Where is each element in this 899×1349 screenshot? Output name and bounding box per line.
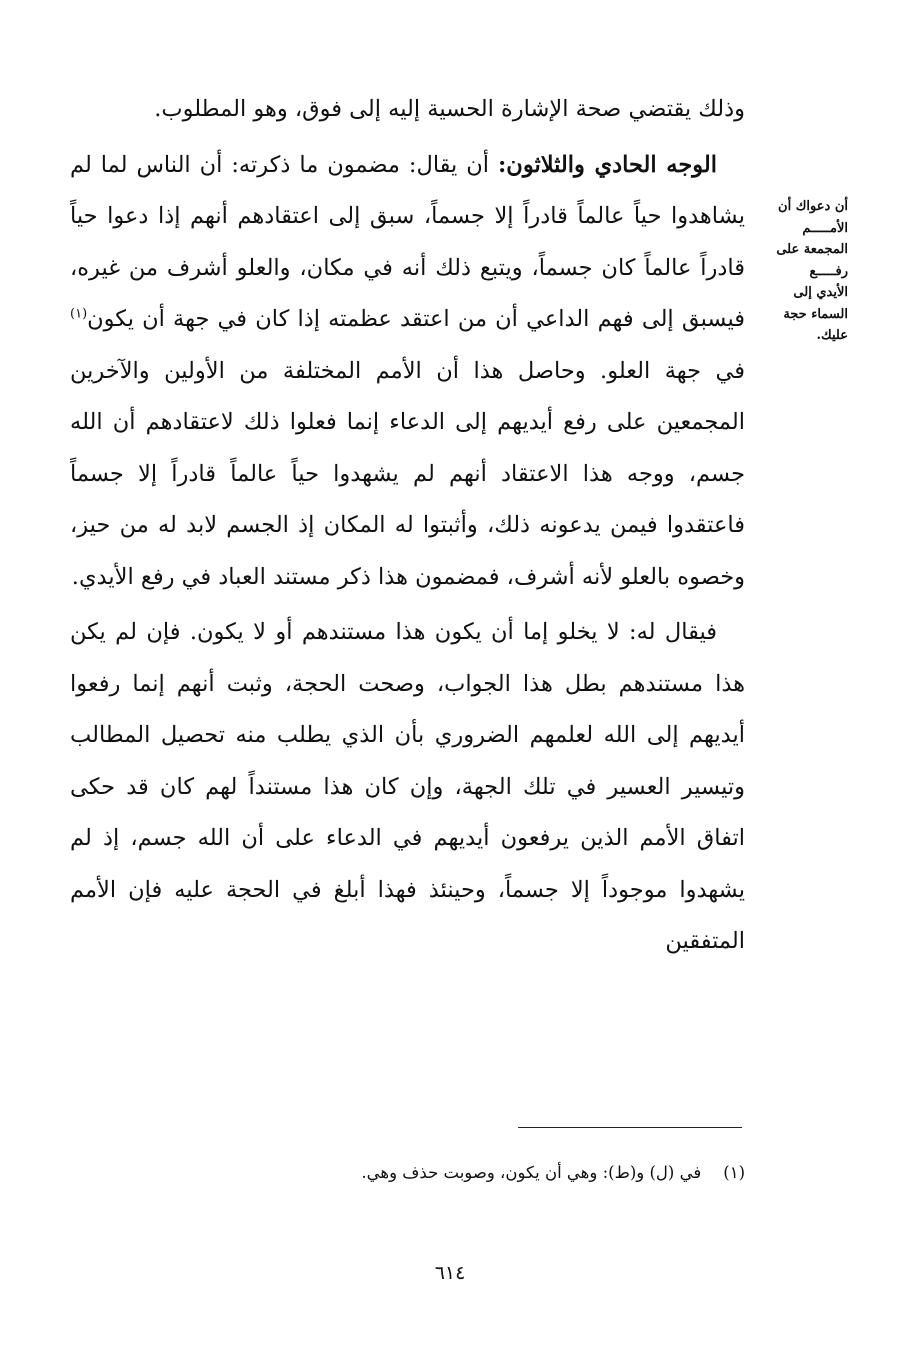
margin-note-line: الأمـــــم xyxy=(802,220,848,236)
margin-note-line: الأيدي إلى xyxy=(793,285,848,300)
margin-note xyxy=(762,196,848,347)
footnote-divider xyxy=(518,1127,742,1128)
margin-note-line: المجمعة على xyxy=(776,242,848,257)
paragraph-3: فيقال له: لا يخلو إما أن يكون هذا مستندهم أو لا يكون. فإن لم يكن هذا مستندهم بطل هذا الجواب، وصحت الحجة، وثبت أنهم إنما رفعوا أيديهم إلى الله لعلمهم الضروري بأن الذي يطلب منه تحصيل المطالب وتيسير العسير في تلك الجهة، وإن كان هذا مستنداً لهم كان قد حكى اتفاق الأمم الذين يرفعون أيديهم في الدعاء على أن الله جسم، إذ لم يشهدوا موجوداً إلا جسماً، وحينئذ فهذا أبلغ في الحجة عليه فإن الأمم المتفقين xyxy=(70,619,745,954)
page-number: ٦١٤ xyxy=(434,1262,466,1284)
footnote-reference: (١) xyxy=(70,306,88,322)
paragraph-2-text-a: أن يقال: مضمون ما ذكرته: أن الناس لما لم يشاهدوا حياً عالماً قادراً إلا جسماً، سبق إلى اعتقادهم أنهم إذا دعوا حياً قادراً عالماً كان جسماً، ويتبع ذلك أنه في مكان، والعلو أشرف من غيره، فيسبق إلى فهم الداعي أن من اعتقد عظمته إذا كان في جهة أن يكون xyxy=(70,151,745,332)
footnote-text: في (ل) و(ط): وهي أن يكون، وصوبت حذف وهي. xyxy=(361,1163,702,1182)
main-text xyxy=(70,84,745,968)
margin-note-line: رفـــــع xyxy=(809,263,848,279)
footnote-number: (١) xyxy=(723,1163,745,1182)
footnote xyxy=(120,1158,745,1188)
margin-note-line: عليك. xyxy=(816,328,848,343)
paragraph-2-text-b: في جهة العلو. وحاصل هذا أن الأمم المختلفة من الأولين والآخرين المجمعين على رفع أيديهم إلى الدعاء إنما فعلوا ذلك لاعتقادهم أن الله جسم، ووجه هذا الاعتقاد أنهم لم يشهدوا حياً عالماً قادراً إلا جسماً فاعتقدوا فيمن يدعونه ذلك، وأثبتوا له المكان إذ الجسم لابد له من حيز، وخصوه بالعلو لأنه أشرف، فمضمون هذا ذكر مستند العباد في رفع الأيدي. xyxy=(70,357,745,590)
paragraph-1: وذلك يقتضي صحة الإشارة الحسية إليه إلى فوق، وهو المطلوب. xyxy=(154,96,745,122)
section-heading: الوجه الحادي والثلاثون: xyxy=(498,151,717,178)
margin-note-line: السماء حجة xyxy=(783,306,848,322)
paragraph-2 xyxy=(70,140,745,604)
margin-note-line: أن دعواك أن xyxy=(778,199,848,214)
